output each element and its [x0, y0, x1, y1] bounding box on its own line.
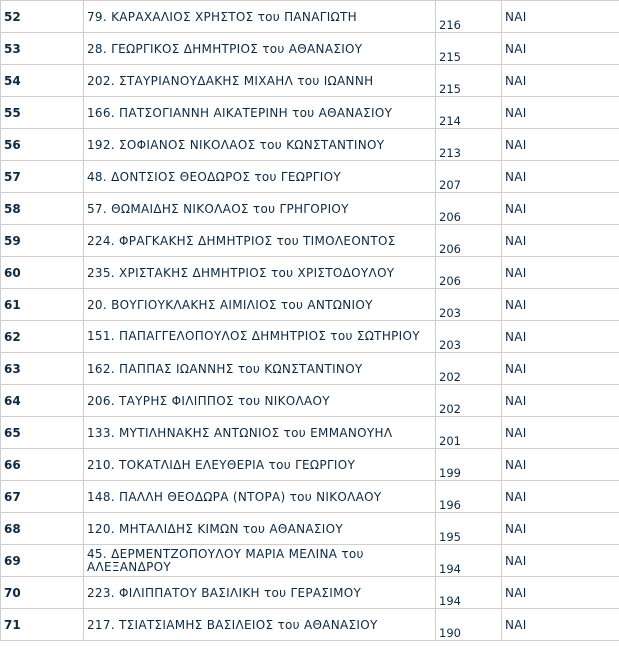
candidate-name-cell: 217. ΤΣΙΑΤΣΙΑΜΗΣ ΒΑΣΙΛΕΙΟΣ του ΑΘΑΝΑΣΙΟΥ — [84, 609, 436, 641]
table-row — [1, 417, 619, 449]
candidate-name-cell: 45. ΔΕΡΜΕΝΤΖΟΠΟΥΛΟΥ ΜΑΡΙΑ ΜΕΛΙΝΑ του ΑΛΕΞΑΝΔΡΟΥ — [84, 545, 436, 577]
votes-cell: 201 — [436, 417, 502, 449]
candidate-name-cell: 206. ΤΑΥΡΗΣ ΦΙΛΙΠΠΟΣ του ΝΙΚΟΛΑΟΥ — [84, 385, 436, 417]
table-row — [1, 193, 619, 225]
votes-cell: 206 — [436, 225, 502, 257]
votes-cell: 215 — [436, 33, 502, 65]
table-row — [1, 385, 619, 417]
rank-cell: 63 — [1, 353, 84, 385]
elected-cell: ΝΑΙ — [502, 97, 619, 129]
rank-cell: 66 — [1, 449, 84, 481]
candidate-name-cell: 151. ΠΑΠΑΓΓΕΛΟΠΟΥΛΟΣ ΔΗΜΗΤΡΙΟΣ του ΣΩΤΗΡΙΟΥ — [84, 321, 436, 353]
rank-cell: 71 — [1, 609, 84, 641]
table-row — [1, 161, 619, 193]
elected-cell: ΝΑΙ — [502, 225, 619, 257]
candidate-name-cell: 48. ΔΟΝΤΣΙΟΣ ΘΕΟΔΩΡΟΣ του ΓΕΩΡΓΙΟΥ — [84, 161, 436, 193]
table-row — [1, 33, 619, 65]
candidate-name-cell: 166. ΠΑΤΣΟΓΙΑΝΝΗ ΑΙΚΑΤΕΡΙΝΗ του ΑΘΑΝΑΣΙΟΥ — [84, 97, 436, 129]
elected-cell: ΝΑΙ — [502, 1, 619, 33]
elected-cell: ΝΑΙ — [502, 65, 619, 97]
table-row — [1, 225, 619, 257]
candidate-name-cell: 79. ΚΑΡΑΧΑΛΙΟΣ ΧΡΗΣΤΟΣ του ΠΑΝΑΓΙΩΤΗ — [84, 1, 436, 33]
votes-cell: 196 — [436, 481, 502, 513]
votes-cell: 216 — [436, 1, 502, 33]
votes-cell: 202 — [436, 385, 502, 417]
rank-cell: 70 — [1, 577, 84, 609]
elected-cell: ΝΑΙ — [502, 257, 619, 289]
elected-cell: ΝΑΙ — [502, 449, 619, 481]
candidate-name-cell: 120. ΜΗΤΑΛΙΔΗΣ ΚΙΜΩΝ του ΑΘΑΝΑΣΙΟΥ — [84, 513, 436, 545]
elected-cell: ΝΑΙ — [502, 577, 619, 609]
votes-cell: 215 — [436, 65, 502, 97]
votes-cell: 206 — [436, 257, 502, 289]
votes-cell: 214 — [436, 97, 502, 129]
votes-cell: 199 — [436, 449, 502, 481]
table-row — [1, 321, 619, 353]
table-row — [1, 449, 619, 481]
votes-cell: 194 — [436, 577, 502, 609]
table-row — [1, 129, 619, 161]
votes-cell: 206 — [436, 193, 502, 225]
rank-cell: 64 — [1, 385, 84, 417]
elected-cell: ΝΑΙ — [502, 289, 619, 321]
votes-cell: 207 — [436, 161, 502, 193]
table-row — [1, 577, 619, 609]
table-row — [1, 513, 619, 545]
table-row — [1, 481, 619, 513]
table-row — [1, 545, 619, 577]
table-row — [1, 97, 619, 129]
elected-cell: ΝΑΙ — [502, 193, 619, 225]
elected-cell: ΝΑΙ — [502, 353, 619, 385]
elected-cell: ΝΑΙ — [502, 513, 619, 545]
rank-cell: 65 — [1, 417, 84, 449]
rank-cell: 56 — [1, 129, 84, 161]
elected-cell: ΝΑΙ — [502, 385, 619, 417]
elected-cell: ΝΑΙ — [502, 545, 619, 577]
elected-cell: ΝΑΙ — [502, 417, 619, 449]
table-row — [1, 65, 619, 97]
rank-cell: 58 — [1, 193, 84, 225]
table-row — [1, 353, 619, 385]
votes-cell: 190 — [436, 609, 502, 641]
rank-cell: 52 — [1, 1, 84, 33]
rank-cell: 68 — [1, 513, 84, 545]
votes-cell: 202 — [436, 353, 502, 385]
rank-cell: 60 — [1, 257, 84, 289]
candidate-name-cell: 224. ΦΡΑΓΚΑΚΗΣ ΔΗΜΗΤΡΙΟΣ του ΤΙΜΟΛΕΟΝΤΟΣ — [84, 225, 436, 257]
results-table-body — [1, 1, 619, 641]
votes-cell: 194 — [436, 545, 502, 577]
candidate-name-cell: 192. ΣΟΦΙΑΝΟΣ ΝΙΚΟΛΑΟΣ του ΚΩΝΣΤΑΝΤΙΝΟΥ — [84, 129, 436, 161]
elected-cell: ΝΑΙ — [502, 33, 619, 65]
rank-cell: 57 — [1, 161, 84, 193]
candidate-name-cell: 57. ΘΩΜΑΙΔΗΣ ΝΙΚΟΛΑΟΣ του ΓΡΗΓΟΡΙΟΥ — [84, 193, 436, 225]
rank-cell: 54 — [1, 65, 84, 97]
candidate-name-cell: 235. ΧΡΙΣΤΑΚΗΣ ΔΗΜΗΤΡΙΟΣ του ΧΡΙΣΤΟΔΟΥΛΟΥ — [84, 257, 436, 289]
rank-cell: 67 — [1, 481, 84, 513]
rank-cell: 61 — [1, 289, 84, 321]
rank-cell: 53 — [1, 33, 84, 65]
votes-cell: 203 — [436, 289, 502, 321]
candidate-name-cell: 148. ΠΑΛΛΗ ΘΕΟΔΩΡΑ (ΝΤΟΡΑ) του ΝΙΚΟΛΑΟΥ — [84, 481, 436, 513]
candidate-name-cell: 162. ΠΑΠΠΑΣ ΙΩΑΝΝΗΣ του ΚΩΝΣΤΑΝΤΙΝΟΥ — [84, 353, 436, 385]
candidate-name-cell: 28. ΓΕΩΡΓΙΚΟΣ ΔΗΜΗΤΡΙΟΣ του ΑΘΑΝΑΣΙΟΥ — [84, 33, 436, 65]
elected-cell: ΝΑΙ — [502, 609, 619, 641]
table-row — [1, 1, 619, 33]
rank-cell: 69 — [1, 545, 84, 577]
table-row — [1, 289, 619, 321]
candidate-name-cell: 133. ΜΥΤΙΛΗΝΑΚΗΣ ΑΝΤΩΝΙΟΣ του ΕΜΜΑΝΟΥΗΛ — [84, 417, 436, 449]
table-row — [1, 257, 619, 289]
votes-cell: 213 — [436, 129, 502, 161]
rank-cell: 59 — [1, 225, 84, 257]
elected-cell: ΝΑΙ — [502, 161, 619, 193]
votes-cell: 203 — [436, 321, 502, 353]
candidate-name-cell: 210. ΤΟΚΑΤΛΙΔΗ ΕΛΕΥΘΕΡΙΑ του ΓΕΩΡΓΙΟΥ — [84, 449, 436, 481]
votes-cell: 195 — [436, 513, 502, 545]
candidate-name-cell: 20. ΒΟΥΓΙΟΥΚΛΑΚΗΣ ΑΙΜΙΛΙΟΣ του ΑΝΤΩΝΙΟΥ — [84, 289, 436, 321]
elected-cell: ΝΑΙ — [502, 481, 619, 513]
candidate-name-cell: 223. ΦΙΛΙΠΠΑΤΟΥ ΒΑΣΙΛΙΚΗ του ΓΕΡΑΣΙΜΟΥ — [84, 577, 436, 609]
table-row — [1, 609, 619, 641]
elected-cell: ΝΑΙ — [502, 321, 619, 353]
elected-cell: ΝΑΙ — [502, 129, 619, 161]
candidate-name-cell: 202. ΣΤΑΥΡΙΑΝΟΥΔΑΚΗΣ ΜΙΧΑΗΛ του ΙΩΑΝΝΗ — [84, 65, 436, 97]
rank-cell: 55 — [1, 97, 84, 129]
rank-cell: 62 — [1, 321, 84, 353]
